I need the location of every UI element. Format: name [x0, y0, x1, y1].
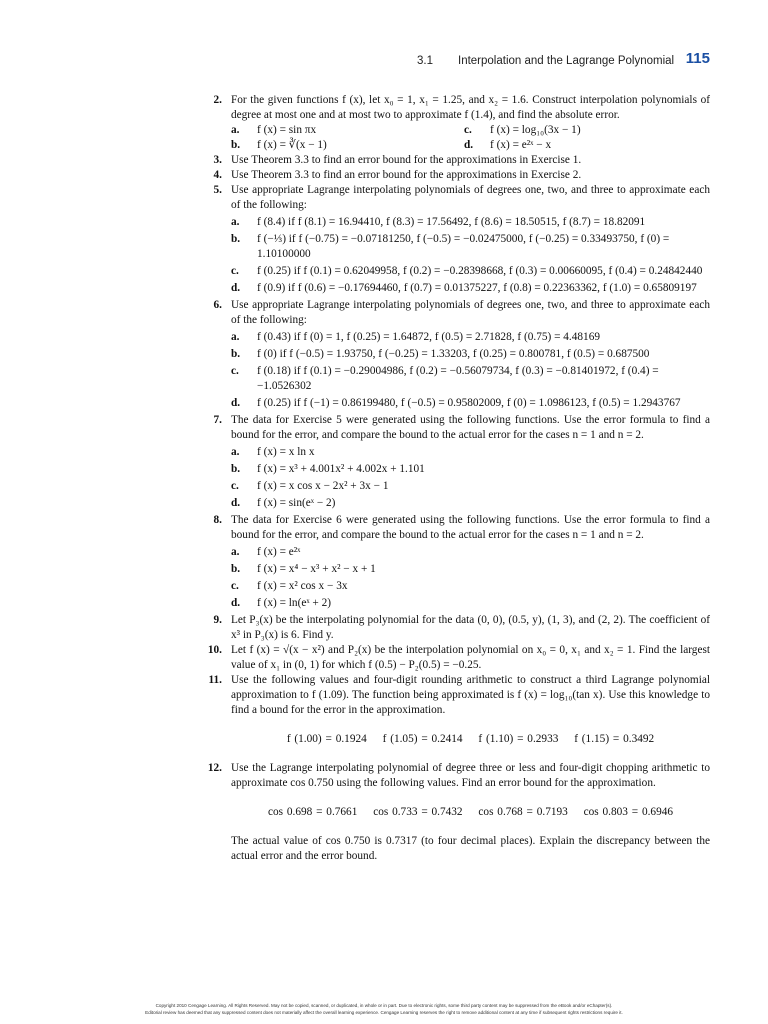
- part-text: f (x) = ∛(x − 1): [257, 139, 327, 151]
- exercise-parts: [231, 215, 710, 296]
- part-label: a.: [231, 446, 240, 458]
- part-label: b.: [231, 233, 241, 245]
- exercise-part: [231, 215, 710, 230]
- part-label: a.: [231, 331, 240, 343]
- part-text: f (0.25) if f (0.1) = 0.62049958, f (0.2) = −0.28398668, f (0.3) = 0.00660095, f (0.4) = 0.24842440: [257, 265, 703, 277]
- exercise-list: [200, 93, 710, 864]
- exercise-part: [231, 562, 710, 577]
- exercise-part: [231, 596, 710, 611]
- exercise-10: [200, 643, 710, 673]
- exercise-number: 8.: [213, 514, 222, 526]
- part-label: a.: [231, 124, 240, 136]
- exercise-5: [200, 183, 710, 296]
- exercise-part: [231, 479, 710, 494]
- exercise-part: [464, 123, 710, 138]
- exercise-followup: The actual value of cos 0.750 is 0.7317 (to four decimal places). Explain the discrepancy between the actual error and the error bound.: [231, 835, 710, 862]
- part-label: a.: [231, 216, 240, 228]
- part-label: d.: [231, 497, 241, 509]
- part-label: d.: [231, 282, 241, 294]
- part-text: f (0.25) if f (−1) = 0.86199480, f (−0.5) = 0.95802009, f (0) = 1.0986123, f (0.5) = 1.2943767: [257, 397, 681, 409]
- section-number: 3.1: [417, 55, 433, 67]
- part-label: b.: [231, 139, 241, 151]
- part-label: b.: [231, 348, 241, 360]
- part-text: f (x) = e²ˣ − x: [490, 139, 552, 151]
- exercise-text: Use the following values and four-digit rounding arithmetic to construct a third Lagrange polynomial approximation to f (1.09). The function being approximated is f (x) = log₁₀(tan x). Use this knowledge to find a bound for the error in the approximation.: [231, 674, 710, 716]
- exercise-4: [200, 168, 710, 183]
- part-label: c.: [231, 580, 239, 592]
- exercise-number: 12.: [207, 762, 222, 774]
- exercise-text: Use appropriate Lagrange interpolating polynomials of degrees one, two, and three to approximate each of the following:: [231, 184, 710, 211]
- value-item: f (1.10) = 0.2933: [478, 733, 559, 745]
- exercise-number: 3.: [213, 154, 222, 166]
- part-text: f (x) = x² cos x − 3x: [257, 580, 348, 592]
- exercise-number: 4.: [213, 169, 222, 181]
- part-text: f (0) if f (−0.5) = 1.93750, f (−0.25) = 1.33203, f (0.25) = 0.800781, f (0.5) = 0.687500: [257, 348, 650, 360]
- exercise-number: 10.: [207, 644, 222, 656]
- exercise-text: Let P₃(x) be the interpolating polynomial for the data (0, 0), (0.5, y), (1, 3), and (2, 2). The coefficient of x³ in P₃(x) is 6. Find y.: [231, 614, 710, 641]
- exercise-part: [231, 445, 710, 460]
- running-header: [0, 50, 710, 70]
- part-text: f (x) = log₁₀(3x − 1): [490, 124, 581, 136]
- exercise-text: Use Theorem 3.3 to find an error bound for the approximations in Exercise 2.: [231, 169, 582, 181]
- exercise-parts: [231, 123, 710, 153]
- exercise-part: [231, 347, 710, 362]
- exercise-part: [231, 123, 464, 138]
- value-item: f (1.05) = 0.2414: [382, 733, 463, 745]
- exercise-part: [231, 579, 710, 594]
- part-label: b.: [231, 463, 241, 475]
- exercise-12: [200, 761, 710, 864]
- part-text: f (0.9) if f (0.6) = −0.17694460, f (0.7) = 0.01375227, f (0.8) = 0.22363362, f (1.0) = 0.65809197: [257, 282, 697, 294]
- part-label: d.: [231, 597, 241, 609]
- part-label: b.: [231, 563, 241, 575]
- part-text: f (x) = x³ + 4.001x² + 4.002x + 1.101: [257, 463, 425, 475]
- part-text: f (x) = x cos x − 2x² + 3x − 1: [257, 480, 389, 492]
- value-item: f (1.15) = 0.3492: [574, 733, 655, 745]
- exercise-text: Use Theorem 3.3 to find an error bound for the approximations in Exercise 1.: [231, 154, 582, 166]
- value-item: f (1.00) = 0.1924: [286, 733, 367, 745]
- part-label: a.: [231, 546, 240, 558]
- part-text: f (8.4) if f (8.1) = 16.94410, f (8.3) = 17.56492, f (8.6) = 18.50515, f (8.7) = 18.82091: [257, 216, 646, 228]
- part-text: f (0.18) if f (0.1) = −0.29004986, f (0.2) = −0.56079734, f (0.3) = −0.81401972, f (0.4) = −1.0526302: [257, 365, 659, 392]
- part-label: c.: [231, 265, 239, 277]
- exercise-part: [231, 496, 710, 511]
- value-item: cos 0.733 = 0.7432: [373, 806, 463, 818]
- part-text: f (0.43) if f (0) = 1, f (0.25) = 1.64872, f (0.5) = 2.71828, f (0.75) = 4.48169: [257, 331, 600, 343]
- part-label: d.: [464, 139, 474, 151]
- part-text: f (x) = x⁴ − x³ + x² − x + 1: [257, 563, 376, 575]
- exercise-part: [464, 138, 710, 153]
- footer-line: Copyright 2010 Cengage Learning. All Rights Reserved. May not be copied, scanned, or duplicated, in whole or in part. Due to electronic rights, some third party content may be suppressed from the eBook and/or eChapter(s).: [155, 1003, 613, 1008]
- exercise-text: Let f (x) = √(x − x²) and P₂(x) be the interpolation polynomial on x₀ = 0, x₁ and x₂ = 1. Find the largest value of x₁ in (0, 1) for which f (0.5) − P₂(0.5) = −0.25.: [231, 644, 710, 671]
- exercise-6: [200, 298, 710, 411]
- exercise-text: Use appropriate Lagrange interpolating polynomials of degrees one, two, and three to approximate each of the following:: [231, 299, 710, 326]
- exercise-7: [200, 413, 710, 511]
- exercise-part: [231, 330, 710, 345]
- part-label: c.: [464, 124, 472, 136]
- exercise-number: 6.: [213, 299, 222, 311]
- exercise-number: 11.: [208, 674, 222, 686]
- part-text: f (−⅓) if f (−0.75) = −0.07181250, f (−0.5) = −0.02475000, f (−0.25) = 0.33493750, f (0) = 1.10100000: [257, 233, 670, 260]
- exercise-part: [231, 396, 710, 411]
- exercise-number: 5.: [213, 184, 222, 196]
- exercise-part: [231, 545, 710, 560]
- part-label: c.: [231, 480, 239, 492]
- exercise-text: Use the Lagrange interpolating polynomial of degree three or less and four-digit chopping arithmetic to approximate cos 0.750 using the following values. Find an error bound for the approximation.: [231, 762, 710, 789]
- value-list: [231, 805, 710, 820]
- part-text: f (x) = e²ˣ: [257, 546, 301, 558]
- part-text: f (x) = sin πx: [257, 124, 317, 136]
- page-number: 115: [685, 50, 710, 67]
- footer-line: Editorial review has deemed that any suppressed content does not materially affect the overall learning experience. Cengage Learning reserves the right to remove additional content at any time if subsequent rights restrictions require it.: [145, 1010, 623, 1015]
- exercise-8: [200, 513, 710, 611]
- section-title: Interpolation and the Lagrange Polynomial: [458, 55, 675, 67]
- exercise-part: [231, 462, 710, 477]
- exercise-text: The data for Exercise 5 were generated using the following functions. Use the error formula to find a bound for the error, and compare the bound to the actual error for the cases n = 1 and n = 2.: [231, 414, 710, 441]
- value-item: cos 0.768 = 0.7193: [478, 806, 568, 818]
- part-text: f (x) = x ln x: [257, 446, 315, 458]
- exercise-number: 2.: [213, 94, 222, 106]
- exercise-11: [200, 673, 710, 747]
- value-item: cos 0.698 = 0.7661: [267, 806, 358, 818]
- copyright-footer: [0, 1002, 768, 1016]
- part-text: f (x) = sin(eˣ − 2): [257, 497, 336, 509]
- exercise-text: The data for Exercise 6 were generated using the following functions. Use the error formula to find a bound for the error, and compare the bound to the actual error for the cases n = 1 and n = 2.: [231, 514, 710, 541]
- exercise-parts: [231, 545, 710, 611]
- exercise-parts: [231, 330, 710, 411]
- part-text: f (x) = ln(eˣ + 2): [257, 597, 332, 609]
- exercise-3: [200, 153, 710, 168]
- exercise-text: For the given functions f (x), let x₀ = 1, x₁ = 1.25, and x₂ = 1.6. Construct interpolation polynomials of degree at most one and at most two to approximate f (1.4), and find the absolute error.: [231, 94, 710, 121]
- exercise-part: [231, 281, 710, 296]
- exercise-9: [200, 613, 710, 643]
- exercise-parts: [231, 445, 710, 511]
- exercise-number: 7.: [213, 414, 222, 426]
- value-item: cos 0.803 = 0.6946: [583, 806, 674, 818]
- exercise-number: 9.: [213, 614, 222, 626]
- exercise-part: [231, 364, 710, 394]
- exercise-part: [231, 232, 710, 262]
- exercise-part: [231, 264, 710, 279]
- part-label: d.: [231, 397, 241, 409]
- value-list: [231, 732, 710, 747]
- exercise-2: [200, 93, 710, 153]
- exercise-part: [231, 138, 464, 153]
- part-label: c.: [231, 365, 239, 377]
